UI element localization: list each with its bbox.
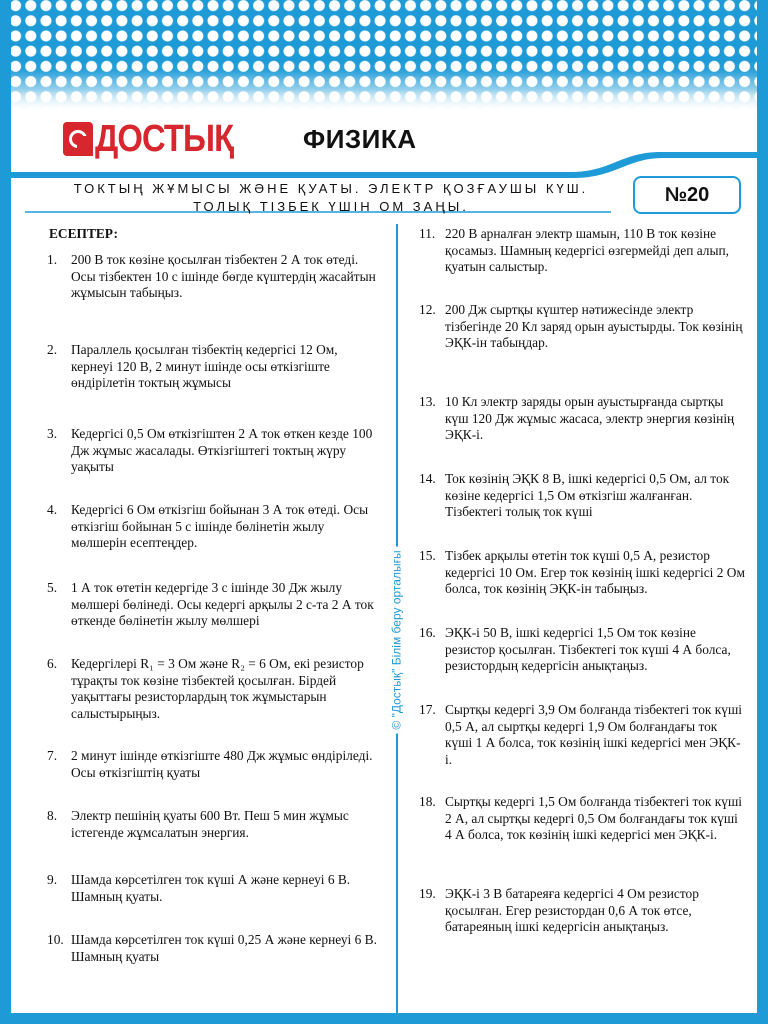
- task-text: ЭҚК-і 50 В, ішкі кедергісі 1,5 Ом ток көзіне резистор қосылған. Тізбектегі ток күші 4 А болса, резистордың кедергісін анықтаңыз.: [445, 625, 731, 674]
- task-item: [37, 502, 377, 552]
- task-item: [37, 656, 377, 722]
- task-item: [37, 808, 377, 841]
- task-item: [407, 886, 747, 936]
- task-item: [407, 302, 747, 352]
- task-item: [407, 394, 747, 444]
- topic-line-1: ТОКТЫҢ ЖҰМЫСЫ ЖӘНЕ ҚУАТЫ. ЭЛЕКТР ҚОЗҒАУШЫ КҮШ.: [73, 181, 589, 196]
- task-text: Шамда көрсетілген ток күші А және кернеуі 6 В. Шамның қуаты.: [71, 872, 351, 904]
- task-text: Параллель қосылған тізбектің кедергісі 12 Ом, кернеуі 120 В, 2 минут ішінде осы өткізгіште өндірілетін токтың жұмысы: [71, 342, 338, 391]
- task-item: [37, 580, 377, 630]
- task-text: Кедергісі 6 Ом өткізгіш бойынан 3 А ток өтеді. Осы өткізгіш бойынан 5 с ішінде бөлінетін жылу мөлшерін есептеңдер.: [71, 502, 369, 551]
- task-number: 19.: [419, 886, 436, 901]
- task-number: 10.: [47, 932, 64, 947]
- task-item: [407, 548, 747, 598]
- task-number: 5.: [47, 580, 58, 595]
- task-number: 7.: [47, 748, 58, 763]
- task-item: [37, 342, 377, 392]
- task-text: Сыртқы кедергі 3,9 Ом болғанда тізбектегі ток күші 0,5 А, ал сыртқы кедергі 1,9 Ом болғандағы ток күші 1 А болса, ток көзінің ішкі кедергісі мен ЭҚК-і.: [445, 702, 742, 767]
- task-text: 200 В ток көзіне қосылған тізбектен 2 А ток өтеді. Осы тізбектен 10 с ішінде бөгде күштердің жасайтын жұмысын табыңыз.: [71, 252, 376, 301]
- topic-line-2: ТОЛЫҚ ТІЗБЕК ҮШІН ОМ ЗАҢЫ.: [193, 199, 469, 214]
- task-item: [407, 625, 747, 675]
- worksheet-number: №20: [633, 176, 741, 214]
- task-text: Сыртқы кедергі 1,5 Ом болғанда тізбектегі ток күші 2 А, ал сыртқы кедергі 0,5 Ом болғандағы ток күші 4 А болса, ток көзінің ішкі кедергісі мен ЭҚК-і.: [445, 794, 742, 843]
- task-item: [37, 252, 377, 302]
- task-text: 220 В арналған электр шамын, 110 В ток көзіне қосамыз. Шамның кедергісі өзгермейді деп алып, қуатын салыстыр.: [445, 226, 729, 275]
- topic-heading: [51, 180, 611, 216]
- task-number: 13.: [419, 394, 436, 409]
- task-text: Тізбек арқылы өтетін ток күші 0,5 А, резистор кедергісі 10 Ом. Егер ток көзінің ішкі кедергісі 2 Ом болса, ток көзінің ЭҚК-ін табыңыз.: [445, 548, 745, 597]
- task-text: Шамда көрсетілген ток күші 0,25 А және кернеуі 6 В. Шамның қуаты: [71, 932, 377, 964]
- task-number: 14.: [419, 471, 436, 486]
- logo-text: ДОСТЫҚ: [95, 118, 234, 160]
- subject-title: ФИЗИКА: [303, 124, 417, 154]
- task-number: 1.: [47, 252, 58, 267]
- task-text: Кедергісі 0,5 Ом өткізгіштен 2 А ток өткен кезде 100 Дж жұмыс жасалады. Өткізгіштегі токтың жүру уақыты: [71, 426, 373, 475]
- task-number: 11.: [419, 226, 436, 241]
- task-text: 200 Дж сыртқы күштер нәтижесінде электр тізбегінде 20 Кл заряд орын ауыстырды. Ток көзінің ЭҚК-ін табыңдар.: [445, 302, 743, 351]
- task-item: [407, 794, 747, 844]
- task-text: 10 Кл электр заряды орын ауыстырғанда сыртқы күш 120 Дж жұмыс жасаса, электр энергия көзінің ЭҚК-і.: [445, 394, 735, 443]
- section-title: ЕСЕПТЕР:: [49, 226, 118, 241]
- task-number: 12.: [419, 302, 436, 317]
- task-number: 4.: [47, 502, 58, 517]
- task-text: Электр пешінің қуаты 600 Вт. Пеш 5 мин жұмыс істегенде жұмсалатын энергия.: [71, 808, 349, 840]
- task-number: 15.: [419, 548, 436, 563]
- task-item: [407, 226, 747, 276]
- task-item: [37, 872, 377, 905]
- task-text: Ток көзінің ЭҚК 8 В, ішкі кедергісі 0,5 Ом, ал ток көзіне кедергісі 1,5 Ом өткізгіш жалғанған. Тізбектегі толық ток күші: [445, 471, 730, 520]
- task-text: 2 минут ішінде өткізгіште 480 Дж жұмыс өндіріледі. Осы өткізгіштің қуаты: [71, 748, 373, 780]
- task-number: 2.: [47, 342, 58, 357]
- task-number: 9.: [47, 872, 58, 887]
- task-number: 6.: [47, 656, 58, 671]
- left-column: [37, 226, 377, 964]
- task-item: [37, 426, 377, 476]
- task-number: 16.: [419, 625, 436, 640]
- task-item: [407, 702, 747, 768]
- task-item: [37, 748, 377, 781]
- task-item: [407, 471, 747, 521]
- task-text: ЭҚК-і 3 В батареяға кедергісі 4 Ом резистор қосылған. Егер резистордан 0,6 А ток өтсе, батареяның ішкі кедергісін анықтаңыз.: [445, 886, 699, 935]
- task-text: 1 А ток өтетін кедергіде 3 с ішінде 30 Дж жылу мөлшері бөлінеді. Осы кедергі арқылы 2 с-та 2 А ток өткенде бөлінетін жылу мөлшері: [71, 580, 374, 629]
- task-item: [37, 932, 377, 965]
- task-number: 18.: [419, 794, 436, 809]
- task-number: 17.: [419, 702, 436, 717]
- task-text: Кедергілері R₁ = 3 Ом және R₂ = 6 Ом, екі резистор тұрақты ток көзіне тізбектей қосылған. Бірдей уақыттағы резисторлардың ток жұмыстарын салыстырыңыз.: [71, 656, 364, 721]
- copyright-text: © "Достық" Білім беру орталығы: [390, 546, 404, 733]
- task-number: 3.: [47, 426, 58, 441]
- task-number: 8.: [47, 808, 58, 823]
